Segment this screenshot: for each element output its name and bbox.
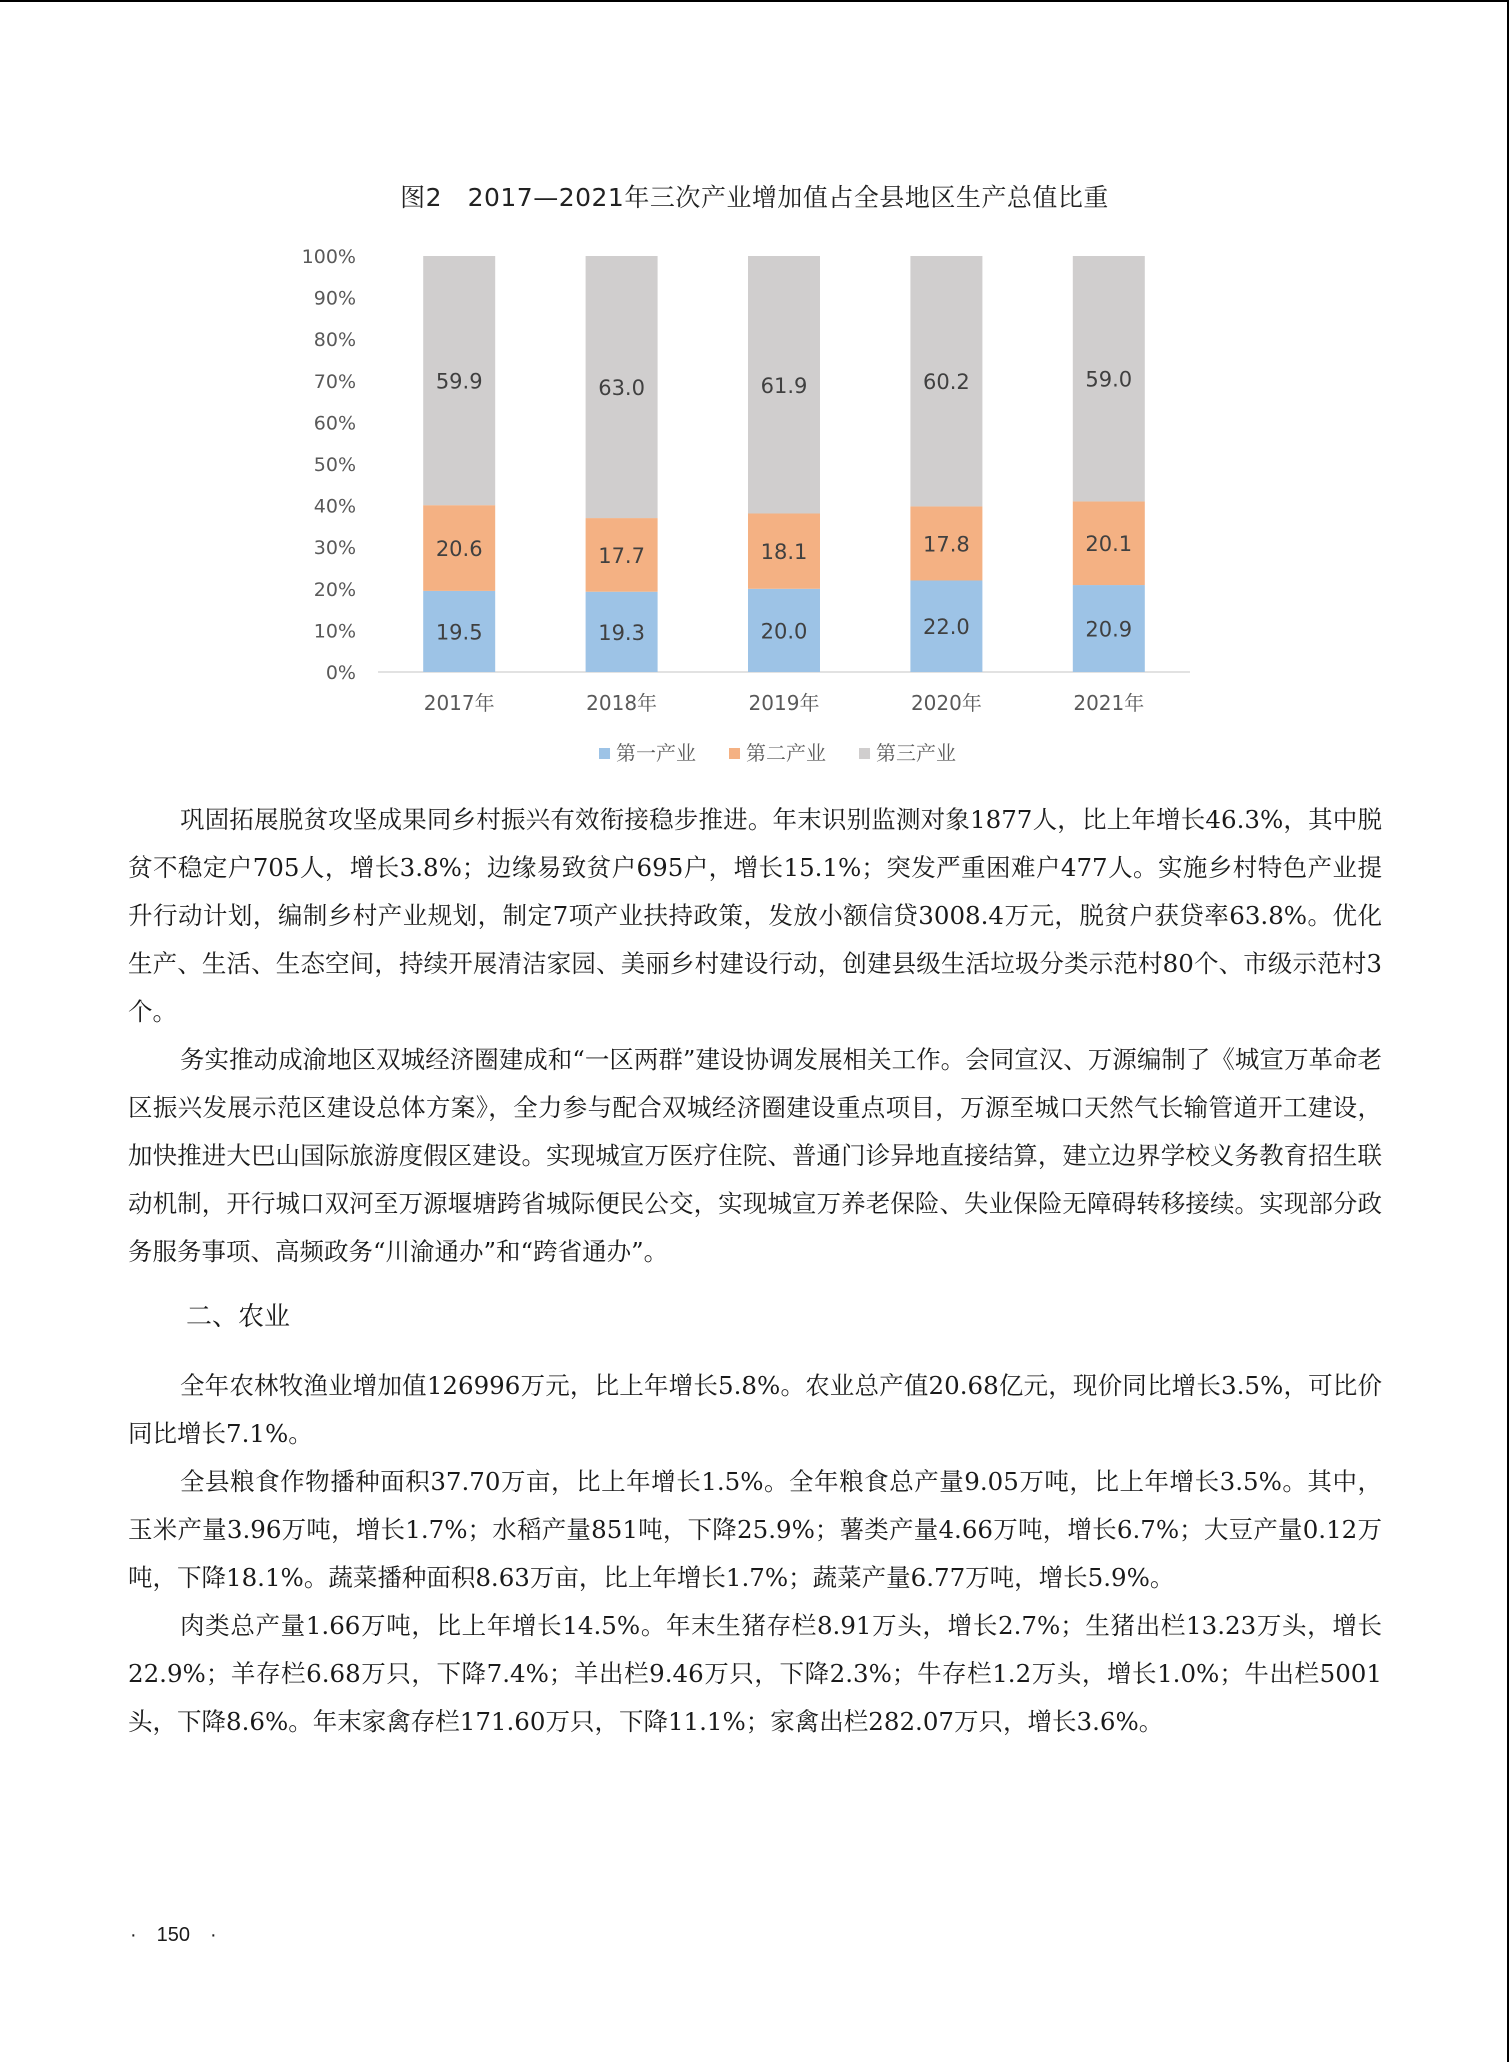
y-tick-label: 100% [301,246,356,268]
data-label: 59.9 [435,369,483,394]
data-label: 60.2 [923,370,970,395]
paragraph: 肉类总产量1.66万吨，比上年增长14.5%。年末生猪存栏8.91万头，增长2.7%；生猪出栏13.23万头，增长22.9%；羊存栏6.68万只，下降7.4%；羊出栏9.46万只，下降2.3%；牛存栏1.2万头，增长1.0%；牛出栏5001头，下降8.6%。年末家禽存栏171.60万只，下降11.1%；家禽出栏282.07万只，增长3.6%。 [128,1611,1382,1736]
legend-label: 第二产业 [746,741,826,765]
data-label: 18.1 [760,540,808,565]
x-tick-label: 2017年 [423,691,495,715]
section-heading-agriculture: 二、农业 [186,1302,291,1332]
x-tick-label: 2018年 [586,691,658,715]
data-label: 17.8 [923,532,970,557]
x-tick-label: 2020年 [910,691,982,715]
paragraph: 务实推动成渝地区双城经济圈建成和“一区两群”建设协调发展相关工作。会同宣汉、万源编制了《城宣万革命老区振兴发展示范区建设总体方案》，全力参与配合双城经济圈建设重点项目，万源至城口天然气长输管道开工建设，加快推进大巴山国际旅游度假区建设。实现城宣万医疗住院、普通门诊异地直接结算，建立边界学校义务教育招生联动机制，开行城口双河至万源堰塘跨省城际便民公交，实现城宣万养老保险、失业保险无障碍转移接续。实现部分政务服务事项、高频政务“川渝通办”和“跨省通办”。 [128,1045,1382,1266]
legend-swatch [599,748,610,759]
y-tick-label: 10% [313,620,356,643]
y-tick-label: 90% [313,287,356,310]
y-tick-label: 30% [313,537,356,560]
y-tick-label: 40% [313,495,356,518]
data-label: 20.0 [760,619,808,644]
data-label: 61.9 [760,373,808,398]
y-tick-label: 70% [313,370,356,393]
paragraph: 全县粮食作物播种面积37.70万亩，比上年增长1.5%。全年粮食总产量9.05万吨，比上年增长3.5%。其中，玉米产量3.96万吨，增长1.7%；水稻产量851吨，下降25.9%；薯类产量4.66万吨，增长6.7%；大豆产量0.12万吨，下降18.1%。蔬菜播种面积8.63万亩，比上年增长1.7%；蔬菜产量6.77万吨，增长5.9%。 [128,1467,1382,1592]
legend-label: 第三产业 [876,741,956,765]
legend-swatch [859,748,870,759]
y-tick-label: 20% [313,578,356,601]
section-text-poverty [128,796,1382,1276]
page-number: · 150 · [130,1924,217,1946]
data-label: 59.0 [1085,367,1133,392]
data-label: 20.9 [1085,617,1133,642]
paragraph: 巩固拓展脱贫攻坚成果同乡村振兴有效衔接稳步推进。年末识别监测对象1877人，比上年增长46.3%，其中脱贫不稳定户705人，增长3.8%；边缘易致贫户695户，增长15.1%；突发严重困难户477人。实施乡村特色产业提升行动计划，编制乡村产业规划，制定7项产业扶持政策，发放小额信贷3008.4万元，脱贫户获贷率63.8%。优化生产、生活、生态空间，持续开展清洁家园、美丽乡村建设行动，创建县级生活垃圾分类示范村80个、市级示范村3个。 [128,805,1382,1026]
legend-swatch [729,748,740,759]
data-label: 19.5 [435,620,483,645]
data-label: 20.6 [435,537,483,562]
y-tick-label: 80% [313,329,356,352]
data-label: 17.7 [598,543,645,568]
legend-label: 第一产业 [616,741,696,765]
data-label: 20.1 [1085,532,1133,557]
paragraph: 全年农林牧渔业增加值126996万元，比上年增长5.8%。农业总产值20.68亿元，现价同比增长3.5%，可比价同比增长7.1%。 [128,1371,1382,1448]
x-tick-label: 2021年 [1073,691,1145,715]
y-tick-label: 60% [313,412,356,435]
data-label: 19.3 [598,620,645,645]
data-label: 22.0 [923,615,970,640]
stacked-bar-chart [290,232,1230,772]
y-tick-label: 0% [325,662,356,684]
figure-title: 图2 2017—2021年三次产业增加值占全县地区生产总值比重 [400,183,1109,212]
x-tick-label: 2019年 [748,691,820,715]
data-label: 63.0 [598,376,645,401]
y-tick-label: 50% [313,454,356,476]
section-text-agriculture [128,1362,1382,1746]
